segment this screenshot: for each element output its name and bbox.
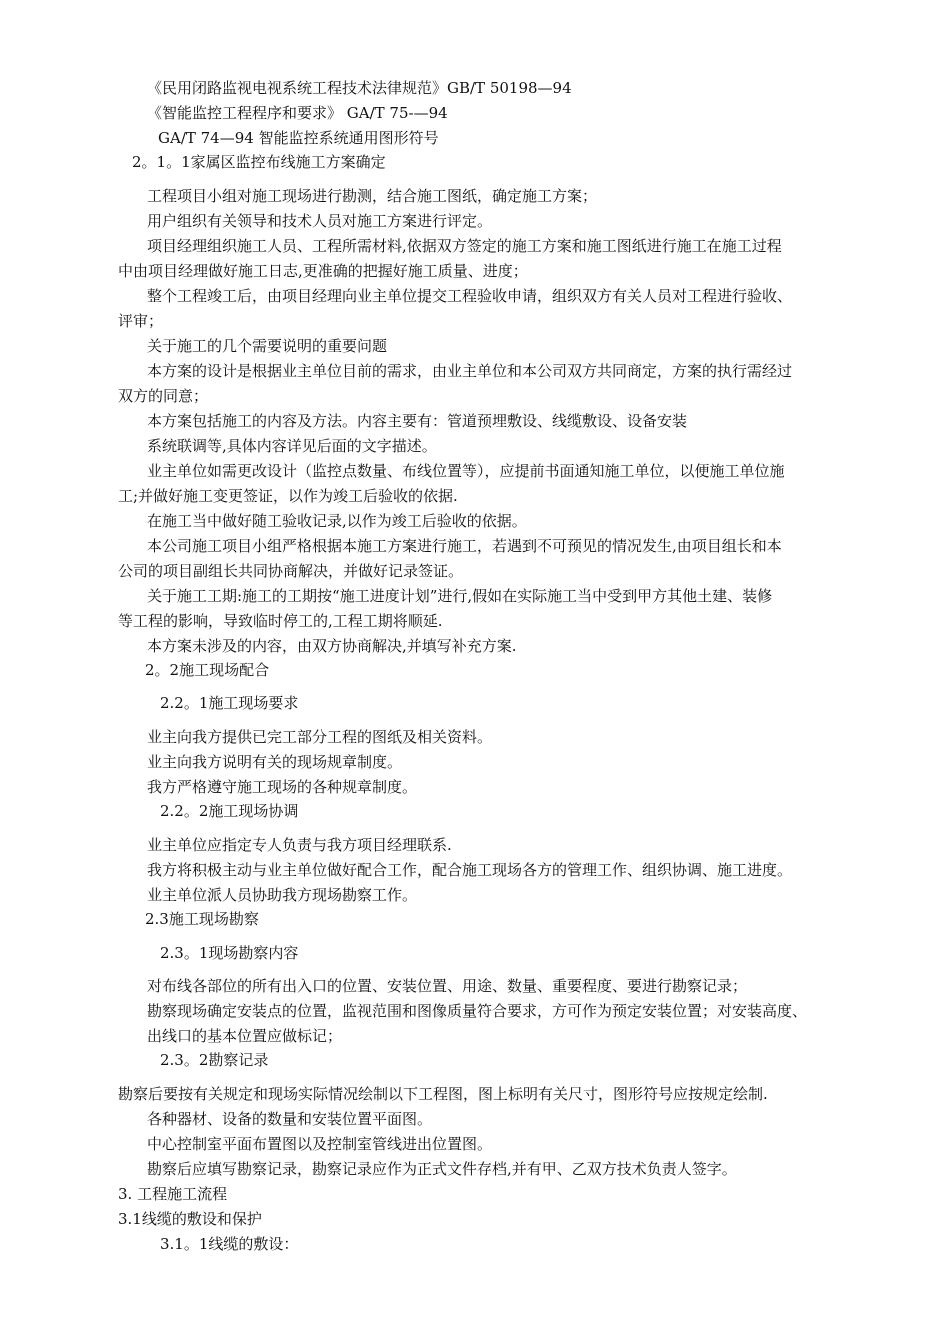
- paragraph: 各种器材、设备的数量和安装位置平面图。: [147, 1110, 433, 1128]
- standard-ref: 《智能监控工程程序和要求》 GA/T 75-—94: [147, 104, 448, 122]
- paragraph-cont: 等工程的影响，导致临时停工的,工程工期将顺延.: [118, 612, 443, 630]
- subsection-heading-2-3-2: 2.3。2勘察记录: [160, 1051, 269, 1069]
- paragraph-cont: 双方的同意；: [118, 387, 209, 405]
- paragraph: 本方案包括施工的内容及方法。内容主要有：管道预埋敷设、线缆敷设、设备安装: [147, 412, 688, 430]
- section-heading-2-3: 2.3施工现场勘察: [145, 910, 259, 928]
- section-heading-2-1-1: 2。1。1家属区监控布线施工方案确定: [132, 153, 386, 171]
- paragraph: 业主向我方说明有关的现场规章制度。: [147, 753, 403, 771]
- paragraph: 本方案未涉及的内容，由双方协商解决,并填写补充方案.: [147, 637, 517, 655]
- paragraph: 关于施工的几个需要说明的重要问题: [147, 337, 388, 355]
- paragraph: 项目经理组织施工人员、工程所需材料,依据双方签定的施工方案和施工图纸进行施工在施工过程: [147, 237, 782, 255]
- paragraph: 勘察后应填写勘察记录，勘察记录应作为正式文件存档,并有甲、乙双方技术负责人签字。: [147, 1160, 737, 1178]
- standard-ref: GA/T 74—94 智能监控系统通用图形符号: [158, 129, 439, 147]
- paragraph: 我方严格遵守施工现场的各种规章制度。: [147, 778, 418, 796]
- paragraph: 业主单位如需更改设计（监控点数量、布线位置等），应提前书面通知施工单位，以便施工单位施: [147, 462, 785, 480]
- section-heading-3-1: 3.1线缆的敷设和保护: [118, 1210, 262, 1228]
- paragraph: 本公司施工项目小组严格根据本施工方案进行施工，若遇到不可预见的情况发生,由项目组长和本: [147, 537, 782, 555]
- paragraph-cont: 评审；: [118, 312, 164, 330]
- section-heading-2-2: 2。2施工现场配合: [145, 661, 270, 679]
- paragraph: 本方案的设计是根据业主单位目前的需求，由业主单位和本公司双方共同商定，方案的执行需经过: [147, 362, 793, 380]
- paragraph: 工程项目小组对施工现场进行勘测，结合施工图纸，确定施工方案；: [147, 187, 598, 205]
- paragraph-cont: 公司的项目副组长共同协商解决，并做好记录签证。: [118, 562, 464, 580]
- paragraph: 用户组织有关领导和技术人员对施工方案进行评定。: [147, 212, 493, 230]
- paragraph: 我方将积极主动与业主单位做好配合工作，配合施工现场各方的管理工作、组织协调、施工进度。: [147, 861, 793, 879]
- paragraph: 关于施工工期:施工的工期按“施工进度计划”进行,假如在实际施工当中受到甲方其他土建、装修: [147, 587, 773, 605]
- subsection-heading-3-1-1: 3.1。1线缆的敷设：: [160, 1235, 299, 1253]
- section-heading-3: 3. 工程施工流程: [118, 1185, 228, 1203]
- standard-ref: 《民用闭路监视电视系统工程技术法律规范》GB/T 50198—94: [147, 79, 572, 97]
- paragraph-cont: 工;并做好施工变更签证，以作为竣工后验收的依据.: [118, 487, 458, 505]
- paragraph-cont: 中由项目经理做好施工日志,更准确的把握好施工质量、进度；: [118, 262, 528, 280]
- paragraph: 在施工当中做好随工验收记录,以作为竣工后验收的依据。: [147, 512, 527, 530]
- paragraph: 业主向我方提供已完工部分工程的图纸及相关资料。: [147, 728, 493, 746]
- subsection-heading-2-2-2: 2.2。2施工现场协调: [160, 802, 299, 820]
- paragraph: 勘察现场确定安装点的位置，监视范围和图像质量符合要求，方可作为预定安装位置；对安装高度、: [147, 1002, 808, 1020]
- paragraph: 出线口的基本位置应做标记；: [147, 1027, 343, 1045]
- paragraph: 对布线各部位的所有出入口的位置、安装位置、用途、数量、重要程度、要进行勘察记录；: [147, 977, 748, 995]
- paragraph: 勘察后要按有关规定和现场实际情况绘制以下工程图，图上标明有关尺寸，图形符号应按规定绘制.: [118, 1085, 768, 1103]
- paragraph: 业主单位应指定专人负责与我方项目经理联系.: [147, 836, 452, 854]
- paragraph: 系统联调等,具体内容详见后面的文字描述。: [147, 437, 437, 455]
- paragraph: 中心控制室平面布置图以及控制室管线进出位置图。: [147, 1135, 493, 1153]
- subsection-heading-2-2-1: 2.2。1施工现场要求: [160, 694, 299, 712]
- subsection-heading-2-3-1: 2.3。1现场勘察内容: [160, 944, 299, 962]
- paragraph: 整个工程竣工后，由项目经理向业主单位提交工程验收申请，组织双方有关人员对工程进行验收、: [147, 287, 793, 305]
- paragraph: 业主单位派人员协助我方现场勘察工作。: [147, 886, 418, 904]
